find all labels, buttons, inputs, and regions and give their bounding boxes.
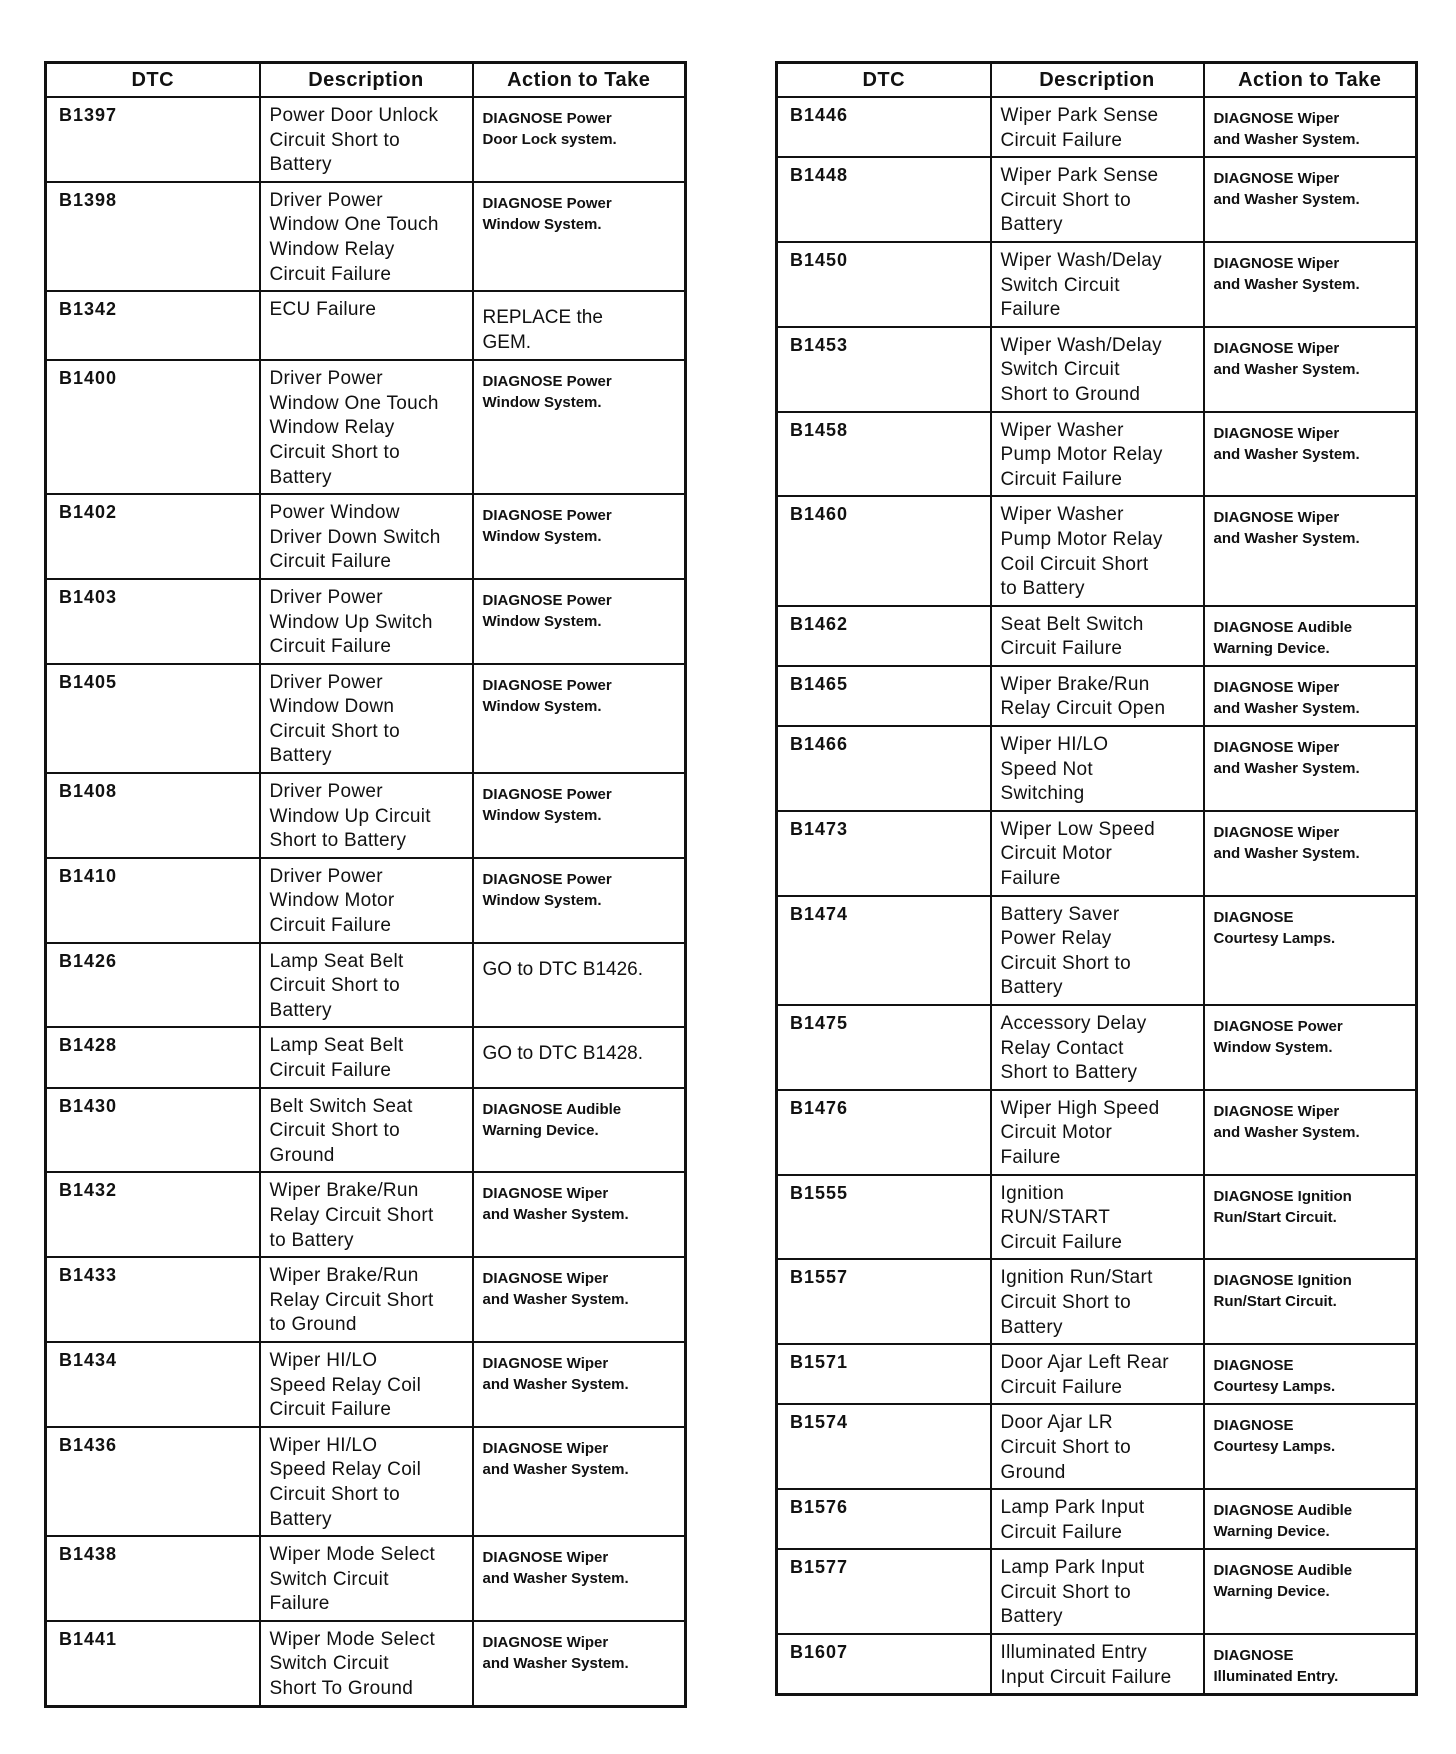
dtc-description: Driver Power Window One Touch Window Relay Circuit Short to Battery (260, 360, 473, 494)
dtc-action: REPLACE the GEM. (473, 291, 686, 360)
dtc-action: DIAGNOSE Power Door Lock system. (473, 97, 686, 182)
table-row (46, 182, 686, 291)
dtc-code: B1474 (777, 896, 991, 1005)
table-row (777, 666, 1417, 726)
dtc-description: Driver Power Window Down Circuit Short to Battery (260, 664, 473, 773)
dtc-action: DIAGNOSE Audible Warning Device. (1204, 606, 1417, 666)
dtc-action: DIAGNOSE Wiper and Washer System. (1204, 666, 1417, 726)
dtc-action: DIAGNOSE Wiper and Washer System. (473, 1427, 686, 1536)
dtc-description: Wiper Wash/Delay Switch Circuit Short to Ground (991, 327, 1204, 412)
dtc-code: B1400 (46, 360, 260, 494)
dtc-code: B1436 (46, 1427, 260, 1536)
header-row (46, 63, 686, 98)
dtc-code: B1432 (46, 1172, 260, 1257)
header-row (777, 63, 1417, 98)
dtc-action: GO to DTC B1428. (473, 1027, 686, 1087)
dtc-table-left (44, 61, 687, 1708)
table-row (777, 606, 1417, 666)
dtc-code: B1574 (777, 1404, 991, 1489)
dtc-code: B1476 (777, 1090, 991, 1175)
table-row (46, 360, 686, 494)
dtc-description: Wiper Washer Pump Motor Relay Coil Circuit Short to Battery (991, 496, 1204, 605)
dtc-action: DIAGNOSE Wiper and Washer System. (473, 1257, 686, 1342)
dtc-description: Door Ajar LR Circuit Short to Ground (991, 1404, 1204, 1489)
dtc-action: GO to DTC B1426. (473, 943, 686, 1028)
dtc-code: B1577 (777, 1549, 991, 1634)
dtc-code: B1441 (46, 1621, 260, 1706)
dtc-code: B1398 (46, 182, 260, 291)
table-row (777, 896, 1417, 1005)
dtc-code: B1410 (46, 858, 260, 943)
dtc-action: DIAGNOSE Wiper and Washer System. (473, 1342, 686, 1427)
dtc-action: DIAGNOSE Power Window System. (1204, 1005, 1417, 1090)
dtc-description: Power Door Unlock Circuit Short to Battery (260, 97, 473, 182)
dtc-action: DIAGNOSE Wiper and Washer System. (1204, 412, 1417, 497)
dtc-action: DIAGNOSE Wiper and Washer System. (1204, 157, 1417, 242)
dtc-code: B1450 (777, 242, 991, 327)
table-row (46, 97, 686, 182)
table-row (46, 1536, 686, 1621)
dtc-description: Wiper Brake/Run Relay Circuit Open (991, 666, 1204, 726)
dtc-action: DIAGNOSE Power Window System. (473, 494, 686, 579)
dtc-description: Wiper Washer Pump Motor Relay Circuit Failure (991, 412, 1204, 497)
dtc-code: B1426 (46, 943, 260, 1028)
table-row (46, 1172, 686, 1257)
dtc-description: Door Ajar Left Rear Circuit Failure (991, 1344, 1204, 1404)
dtc-action: DIAGNOSE Courtesy Lamps. (1204, 1344, 1417, 1404)
dtc-action: DIAGNOSE Ignition Run/Start Circuit. (1204, 1175, 1417, 1260)
dtc-code: B1428 (46, 1027, 260, 1087)
dtc-description: Illuminated Entry Input Circuit Failure (991, 1634, 1204, 1695)
table-row (777, 97, 1417, 157)
dtc-table-right (775, 61, 1418, 1696)
table-row (46, 943, 686, 1028)
dtc-code: B1460 (777, 496, 991, 605)
dtc-code: B1342 (46, 291, 260, 360)
dtc-action: DIAGNOSE Wiper and Washer System. (1204, 242, 1417, 327)
dtc-description: Driver Power Window One Touch Window Relay Circuit Failure (260, 182, 473, 291)
dtc-description: Belt Switch Seat Circuit Short to Ground (260, 1088, 473, 1173)
table-row (777, 1549, 1417, 1634)
dtc-description: Ignition Run/Start Circuit Short to Battery (991, 1259, 1204, 1344)
dtc-action: DIAGNOSE Wiper and Washer System. (473, 1172, 686, 1257)
dtc-action: DIAGNOSE Power Window System. (473, 664, 686, 773)
dtc-table-right-body (777, 97, 1417, 1695)
dtc-code: B1402 (46, 494, 260, 579)
dtc-code: B1438 (46, 1536, 260, 1621)
dtc-action: DIAGNOSE Power Window System. (473, 182, 686, 291)
dtc-action: DIAGNOSE Wiper and Washer System. (1204, 327, 1417, 412)
dtc-action: DIAGNOSE Audible Warning Device. (473, 1088, 686, 1173)
dtc-action: DIAGNOSE Wiper and Washer System. (1204, 1090, 1417, 1175)
header-dtc: DTC (46, 63, 260, 98)
dtc-action: DIAGNOSE Wiper and Washer System. (1204, 726, 1417, 811)
dtc-code: B1557 (777, 1259, 991, 1344)
dtc-description: Power Window Driver Down Switch Circuit Failure (260, 494, 473, 579)
header-action: Action to Take (473, 63, 686, 98)
dtc-code: B1448 (777, 157, 991, 242)
table-row (777, 811, 1417, 896)
header-dtc: DTC (777, 63, 991, 98)
dtc-code: B1403 (46, 579, 260, 664)
dtc-code: B1473 (777, 811, 991, 896)
dtc-description: ECU Failure (260, 291, 473, 360)
dtc-description: Ignition RUN/START Circuit Failure (991, 1175, 1204, 1260)
table-row (46, 494, 686, 579)
table-row (46, 1427, 686, 1536)
dtc-action: DIAGNOSE Courtesy Lamps. (1204, 1404, 1417, 1489)
table-row (46, 1088, 686, 1173)
table-row (777, 242, 1417, 327)
dtc-description: Wiper Brake/Run Relay Circuit Short to Battery (260, 1172, 473, 1257)
dtc-description: Wiper Low Speed Circuit Motor Failure (991, 811, 1204, 896)
table-row (46, 773, 686, 858)
dtc-description: Wiper Wash/Delay Switch Circuit Failure (991, 242, 1204, 327)
dtc-description: Wiper Park Sense Circuit Short to Battery (991, 157, 1204, 242)
dtc-description: Wiper Brake/Run Relay Circuit Short to Ground (260, 1257, 473, 1342)
dtc-action: DIAGNOSE Wiper and Washer System. (1204, 496, 1417, 605)
table-row (46, 858, 686, 943)
table-row (777, 412, 1417, 497)
dtc-description: Wiper Mode Select Switch Circuit Failure (260, 1536, 473, 1621)
dtc-action: DIAGNOSE Audible Warning Device. (1204, 1489, 1417, 1549)
dtc-description: Wiper High Speed Circuit Motor Failure (991, 1090, 1204, 1175)
table-row (46, 1342, 686, 1427)
header-description: Description (260, 63, 473, 98)
dtc-description: Battery Saver Power Relay Circuit Short to Battery (991, 896, 1204, 1005)
dtc-action: DIAGNOSE Power Window System. (473, 858, 686, 943)
table-row (777, 1634, 1417, 1695)
table-row (777, 496, 1417, 605)
table-row (777, 1259, 1417, 1344)
dtc-code: B1446 (777, 97, 991, 157)
dtc-code: B1433 (46, 1257, 260, 1342)
dtc-code: B1434 (46, 1342, 260, 1427)
table-row (46, 291, 686, 360)
dtc-code: B1462 (777, 606, 991, 666)
dtc-action: DIAGNOSE Power Window System. (473, 360, 686, 494)
dtc-description: Accessory Delay Relay Contact Short to Battery (991, 1005, 1204, 1090)
dtc-code: B1466 (777, 726, 991, 811)
dtc-description: Wiper HI/LO Speed Not Switching (991, 726, 1204, 811)
dtc-action: DIAGNOSE Courtesy Lamps. (1204, 896, 1417, 1005)
dtc-code: B1408 (46, 773, 260, 858)
table-row (777, 1404, 1417, 1489)
table-row (46, 1257, 686, 1342)
dtc-description: Wiper Park Sense Circuit Failure (991, 97, 1204, 157)
dtc-code: B1458 (777, 412, 991, 497)
dtc-description: Driver Power Window Up Circuit Short to Battery (260, 773, 473, 858)
dtc-action: DIAGNOSE Illuminated Entry. (1204, 1634, 1417, 1695)
dtc-action: DIAGNOSE Wiper and Washer System. (473, 1621, 686, 1706)
dtc-action: DIAGNOSE Wiper and Washer System. (1204, 97, 1417, 157)
dtc-description: Lamp Park Input Circuit Short to Battery (991, 1549, 1204, 1634)
dtc-action: DIAGNOSE Wiper and Washer System. (1204, 811, 1417, 896)
table-row (777, 1175, 1417, 1260)
dtc-description: Lamp Seat Belt Circuit Failure (260, 1027, 473, 1087)
dtc-code: B1453 (777, 327, 991, 412)
table-row (777, 1005, 1417, 1090)
header-action: Action to Take (1204, 63, 1417, 98)
dtc-code: B1475 (777, 1005, 991, 1090)
table-row (46, 579, 686, 664)
dtc-action: DIAGNOSE Ignition Run/Start Circuit. (1204, 1259, 1417, 1344)
table-row (46, 1621, 686, 1706)
dtc-description: Driver Power Window Up Switch Circuit Failure (260, 579, 473, 664)
dtc-code: B1571 (777, 1344, 991, 1404)
dtc-code: B1430 (46, 1088, 260, 1173)
table-row (46, 1027, 686, 1087)
dtc-description: Wiper HI/LO Speed Relay Coil Circuit Short to Battery (260, 1427, 473, 1536)
table-row (777, 157, 1417, 242)
dtc-description: Lamp Park Input Circuit Failure (991, 1489, 1204, 1549)
table-row (46, 664, 686, 773)
dtc-description: Wiper Mode Select Switch Circuit Short To Ground (260, 1621, 473, 1706)
dtc-code: B1555 (777, 1175, 991, 1260)
dtc-table-left-body (46, 97, 686, 1706)
dtc-action: DIAGNOSE Power Window System. (473, 579, 686, 664)
dtc-description: Lamp Seat Belt Circuit Short to Battery (260, 943, 473, 1028)
dtc-code: B1607 (777, 1634, 991, 1695)
dtc-code: B1397 (46, 97, 260, 182)
table-row (777, 726, 1417, 811)
table-row (777, 1090, 1417, 1175)
dtc-action: DIAGNOSE Wiper and Washer System. (473, 1536, 686, 1621)
dtc-code: B1405 (46, 664, 260, 773)
table-row (777, 1344, 1417, 1404)
table-row (777, 1489, 1417, 1549)
dtc-code: B1465 (777, 666, 991, 726)
dtc-description: Wiper HI/LO Speed Relay Coil Circuit Failure (260, 1342, 473, 1427)
table-row (777, 327, 1417, 412)
dtc-code: B1576 (777, 1489, 991, 1549)
dtc-description: Driver Power Window Motor Circuit Failure (260, 858, 473, 943)
header-description: Description (991, 63, 1204, 98)
dtc-action: DIAGNOSE Power Window System. (473, 773, 686, 858)
dtc-description: Seat Belt Switch Circuit Failure (991, 606, 1204, 666)
dtc-action: DIAGNOSE Audible Warning Device. (1204, 1549, 1417, 1634)
